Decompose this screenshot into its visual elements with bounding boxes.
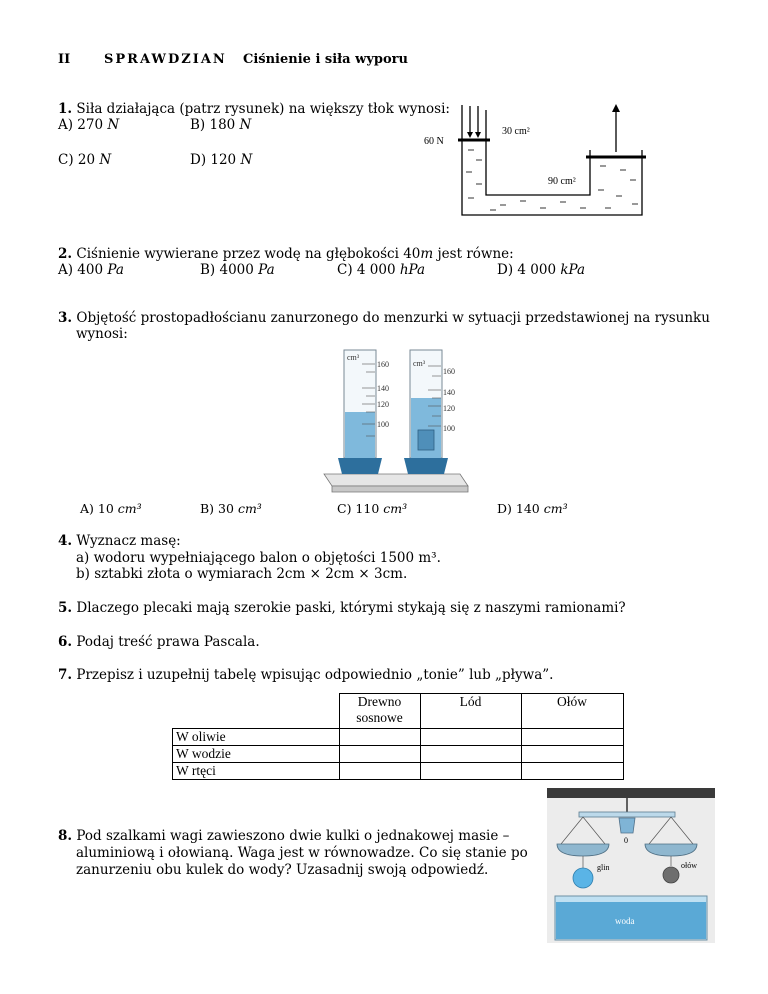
- table-cell-input[interactable]: [420, 729, 521, 746]
- question-4-a: a) wodoru wypełniającego balon o objętości 1500 m³.: [76, 550, 441, 566]
- left-tick-100: 100: [377, 420, 389, 429]
- question-1: [58, 101, 450, 118]
- table-row: [173, 729, 624, 746]
- q2-option-d: D) 4 000 kPa: [497, 262, 586, 278]
- balance-figure: [547, 788, 715, 943]
- q3-option-a: A) 10 cm³: [80, 501, 142, 516]
- cylinders-figure: [318, 346, 478, 501]
- column-header: Drewno sosnowe: [339, 694, 420, 729]
- q1-option-b: B) 180 N: [190, 117, 252, 133]
- question-6: 6. Podaj treść prawa Pascala.: [58, 634, 260, 650]
- table-cell-input[interactable]: [339, 746, 420, 763]
- question-8-line3: zanurzeniu obu kulek do wody? Uzasadnij swoją odpowiedź.: [76, 862, 489, 878]
- zero-label: 0: [624, 836, 628, 845]
- right-tick-100: 100: [443, 424, 455, 433]
- q3-option-c: C) 110 cm³: [337, 501, 408, 516]
- table-row: [173, 763, 624, 780]
- page-title: Ciśnienie i siła wyporu: [243, 52, 408, 67]
- question-text: Siła działająca (patrz rysunek) na większy tłok wynosi:: [76, 101, 450, 117]
- question-number: 1.: [58, 101, 73, 117]
- question-5: 5. Dlaczego plecaki mają szerokie paski, którymi stykają się z naszymi ramionami?: [58, 600, 626, 616]
- left-tick-160: 160: [377, 360, 389, 369]
- table-cell-input[interactable]: [521, 729, 623, 746]
- table-cell-input[interactable]: [339, 763, 420, 780]
- table-cell-input[interactable]: [521, 746, 623, 763]
- right-tick-160: 160: [443, 367, 455, 376]
- row-label: W oliwie: [173, 729, 340, 746]
- q1-option-a: A) 270 N: [58, 117, 120, 133]
- small-area-label: 30 cm²: [502, 126, 530, 137]
- table-cell-input[interactable]: [521, 763, 623, 780]
- float-sink-table: [172, 693, 624, 780]
- force-label: 60 N: [424, 136, 444, 147]
- row-label: W rtęci: [173, 763, 340, 780]
- question-2: 2. Ciśnienie wywierane przez wodę na głębokości 40m jest równe:: [58, 246, 514, 262]
- table-cell-input[interactable]: [339, 729, 420, 746]
- right-unit: cm³: [413, 359, 426, 368]
- section-number: II: [58, 52, 71, 67]
- q3-option-b: B) 30 cm³: [200, 501, 262, 516]
- q2-option-c: C) 4 000 hPa: [337, 262, 426, 278]
- question-4: 4. Wyznacz masę:: [58, 533, 181, 549]
- hydraulic-press-figure: [420, 100, 650, 220]
- question-8: 8. Pod szalkami wagi zawieszono dwie kulki o jednakowej masie –: [58, 828, 510, 844]
- q3-option-d: D) 140 cm³: [497, 501, 568, 516]
- test-label: SPRAWDZIAN: [104, 52, 227, 67]
- question-4-b: b) sztabki złota o wymiarach 2cm × 2cm × 3cm.: [76, 566, 408, 582]
- q2-option-b: B) 4000 Pa: [200, 262, 275, 278]
- aluminium-label: glin: [597, 863, 610, 872]
- column-header: Ołów: [521, 694, 623, 729]
- question-7: 7. Przepisz i uzupełnij tabelę wpisując odpowiednio „tonie” lub „pływa”.: [58, 667, 554, 683]
- row-label: W wodzie: [173, 746, 340, 763]
- large-area-label: 90 cm²: [548, 176, 576, 187]
- table-header-row: [173, 694, 624, 729]
- left-unit: cm³: [347, 353, 360, 362]
- table-cell-input[interactable]: [420, 746, 521, 763]
- left-tick-120: 120: [377, 400, 389, 409]
- q2-option-a: A) 400 Pa: [58, 262, 124, 278]
- column-header: Lód: [420, 694, 521, 729]
- table-cell-input[interactable]: [420, 763, 521, 780]
- question-3: 3. Objętość prostopadłościanu zanurzonego do menzurki w sytuacji przedstawionej na rysunku: [58, 310, 710, 326]
- lead-label: ołów: [681, 861, 697, 870]
- question-3-line2: wynosi:: [76, 326, 128, 342]
- question-8-line2: aluminiową i ołowianą. Waga jest w równowadze. Co się stanie po: [76, 845, 528, 861]
- right-tick-140: 140: [443, 388, 455, 397]
- water-label: woda: [615, 916, 635, 926]
- table-row: [173, 746, 624, 763]
- right-tick-120: 120: [443, 404, 455, 413]
- q1-option-d: D) 120 N: [190, 152, 253, 168]
- left-tick-140: 140: [377, 384, 389, 393]
- q1-option-c: C) 20 N: [58, 152, 112, 168]
